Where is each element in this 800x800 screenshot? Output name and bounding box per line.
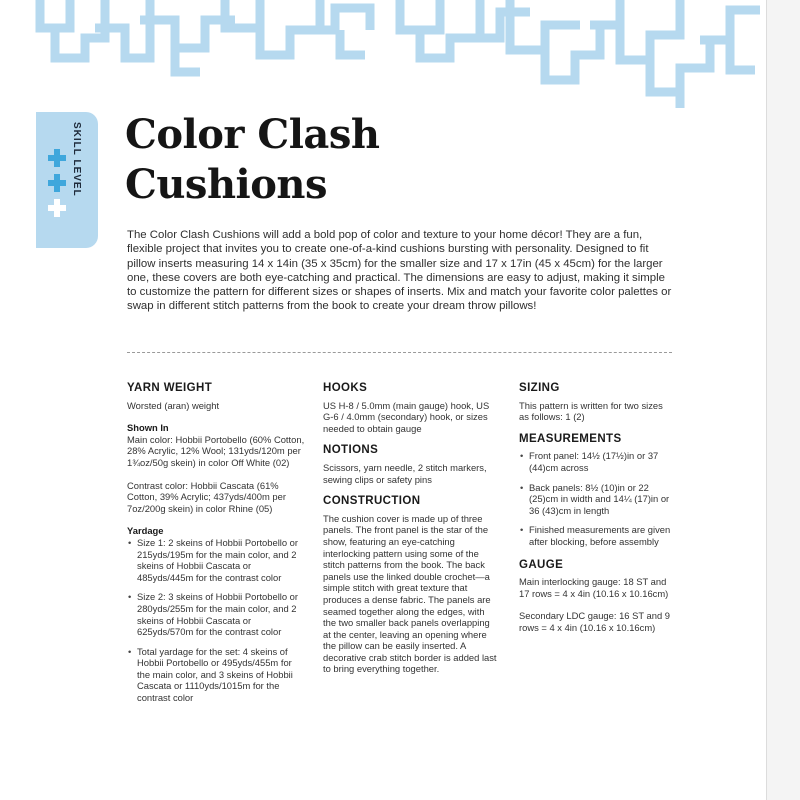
page-title [125, 110, 379, 210]
plus-icon [46, 147, 68, 169]
section-divider [127, 352, 672, 353]
yardage-list [127, 537, 305, 704]
skill-level-label: SKILL LEVEL [71, 122, 82, 197]
interlocking-square-motif [0, 0, 766, 115]
list-item: • Total yardage for the set: 4 skeins of Hobbii Portobello or 495yds/455m for the main color, and 3 skeins of Hobbii Cascata or 1110yds/1015m for the contrast color [127, 646, 305, 704]
notions-heading: NOTIONS [323, 444, 379, 457]
notions-text: Scissors, yarn needle, 2 stitch markers, sewing clips or safety pins [323, 461, 487, 485]
sizing-heading: SIZING [519, 382, 560, 394]
contrast-color-text: Contrast color: Hobbii Cascata (61% Cotton, 39% Acrylic; 437yds/400m per 7oz/200g skein) in color Rhine (05) [127, 479, 286, 514]
plus-icon [46, 197, 68, 219]
construction-text: The cushion cover is made up of three panels. The front panel is the star of the show, featuring an eye-catching interlocking pattern using some of the stitch patterns from the book. The back panels use the linked double crochet—a simple stitch with great texture that produces a dense fabric. The panels are seamed together along the edges, with the two smaller back panels overlapping at the center, leaving an opening where the pillow can be easily inserted. A decorative crab stitch border is added last to bring everything together. [323, 512, 497, 675]
yarn-weight-text: Worsted (aran) weight [127, 399, 220, 411]
column-yarn [127, 383, 305, 712]
list-item: • Finished measurements are given after blocking, before assembly [519, 524, 671, 547]
measurements-list [519, 450, 671, 547]
plus-icon [46, 172, 68, 194]
page-edge [766, 0, 800, 800]
shown-in-label: Shown In [127, 422, 169, 434]
title-line-2: Cushions [125, 161, 327, 208]
yarn-weight-heading: YARN WEIGHT [127, 382, 213, 394]
main-color-text: Main color: Hobbii Portobello (60% Cotton, 28% Acrylic, 12% Wool; 131yds/120m per 1¾oz/50g skein) in color Off White (02) [127, 433, 305, 468]
column-tools [323, 383, 499, 686]
sizing-text: This pattern is written for two sizes as follows: 1 (2) [519, 399, 663, 423]
list-item: • Front panel: 14½ (17½)in or 37 (44)cm across [519, 450, 671, 473]
hooks-text: US H-8 / 5.0mm (main gauge) hook, US G-6 / 4.0mm (secondary) hook, or sizes needed to obtain gauge [323, 399, 490, 434]
yardage-label: Yardage [127, 525, 164, 537]
measurements-heading: MEASUREMENTS [519, 432, 622, 445]
gauge-heading: GAUGE [519, 558, 564, 571]
list-item: • Size 1: 2 skeins of Hobbii Portobello or 215yds/195m for the main color, and 2 skeins of Hobbii Cascata or 485yds/445m for the contrast color [127, 537, 305, 583]
gauge-main-text: Main interlocking gauge: 18 ST and 17 rows = 4 x 4in (10.16 x 10.16cm) [519, 576, 669, 599]
title-line-1: Color Clash [125, 111, 380, 158]
list-item: • Back panels: 8½ (10)in or 22 (25)cm in width and 14¼ (17)in or 36 (43)cm in length [519, 482, 671, 517]
construction-heading: CONSTRUCTION [323, 495, 421, 508]
hooks-heading: HOOKS [323, 382, 368, 394]
list-item: • Size 2: 3 skeins of Hobbii Portobello or 280yds/255m for the main color, and 2 skeins of Hobbii Cascata or 625yds/570m for the contrast color [127, 591, 305, 637]
gauge-secondary-text: Secondary LDC gauge: 16 ST and 9 rows = 4 x 4in (10.16 x 10.16cm) [519, 610, 670, 633]
column-sizing [519, 383, 671, 645]
intro-paragraph: The Color Clash Cushions will add a bold pop of color and texture to your home décor! They are a fun, flexible project that invites you to create one-of-a-kind cushions bursting with personality. Designed to fit pillow inserts measuring 14 x 14in (35 x 35cm) for the smaller size and 17 x 17in (45 x 45cm) for the larger one, these covers are both eye-catching and practical. The dimensions are easy to adjust, making it simple to customize the pattern for different sizes or shapes of inserts. Mix and match your favorite color palettes or swap in different stitch patterns from the book to create your dream throw pillows! [127, 229, 672, 313]
